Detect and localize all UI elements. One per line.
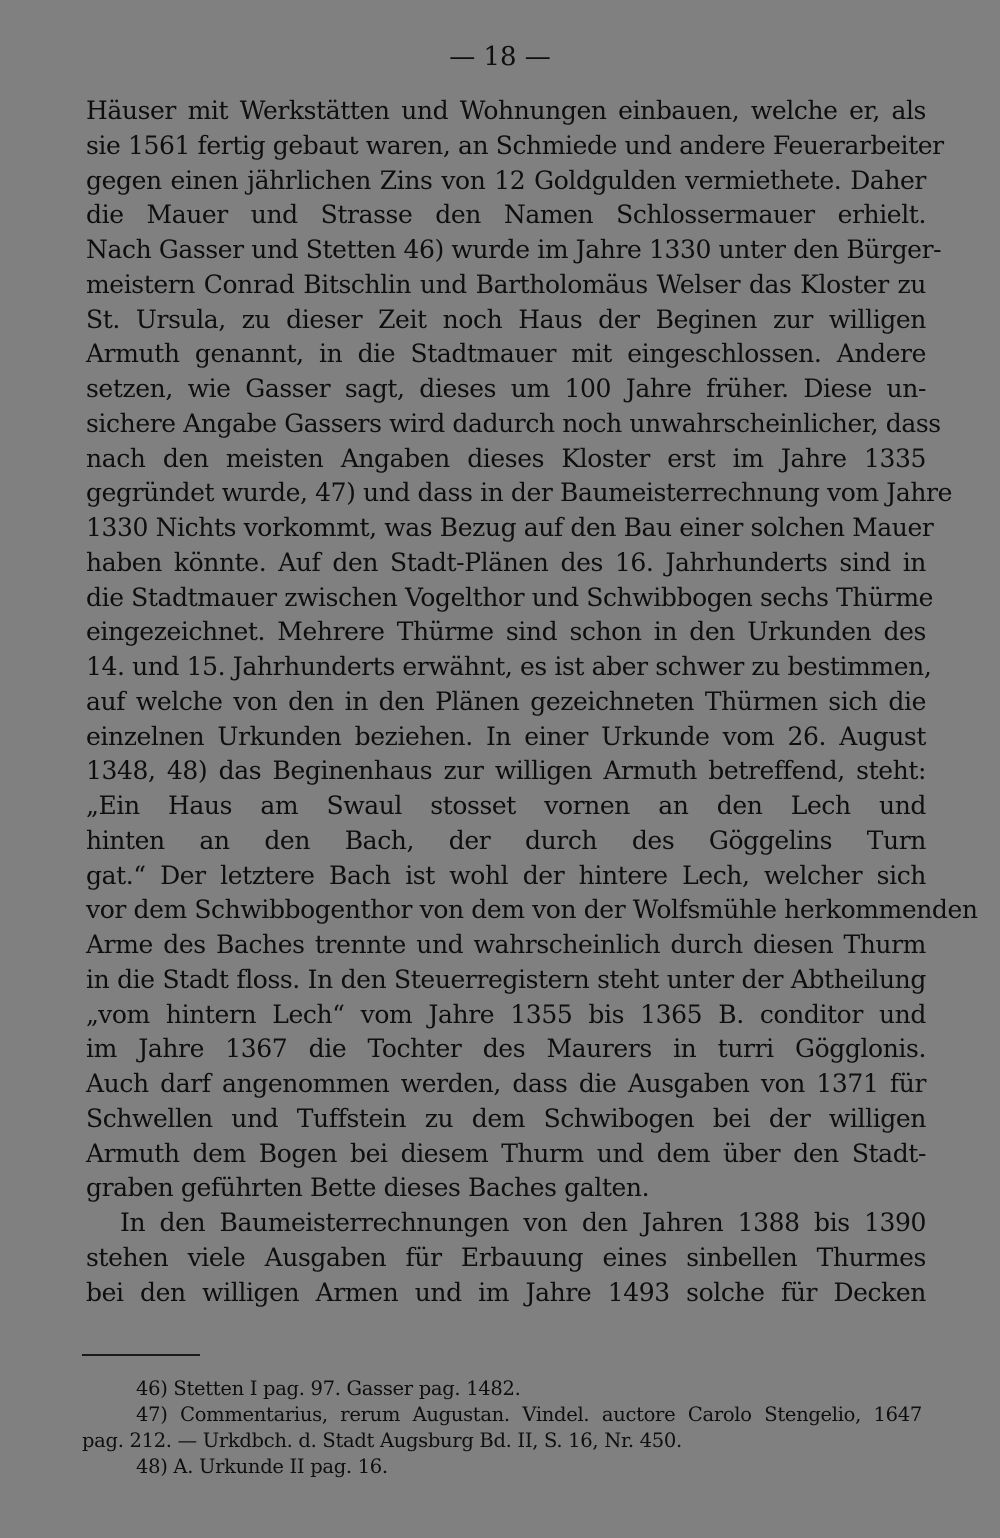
- text-line: eingezeichnet. Mehrere Thürme sind schon in den Urkunden des: [86, 617, 926, 647]
- text-line: vor dem Schwibbogenthor von dem von der Wolfsmühle herkommenden: [86, 895, 978, 925]
- text-line: haben könnte. Auf den Stadt-Plänen des 16. Jahrhunderts sind in: [86, 547, 926, 577]
- text-line: 1330 Nichts vorkommt, was Bezug auf den Bau einer solchen Mauer: [86, 513, 934, 542]
- text-line: die Stadtmauer zwischen Vogelthor und Schwibbogen sechs Thürme: [86, 582, 934, 612]
- text-line: nach den meisten Angaben dieses Kloster erst im Jahre 1335: [86, 443, 926, 473]
- text-line: meistern Conrad Bitschlin und Bartholomäus Welser das Kloster zu: [86, 269, 926, 299]
- text-line: setzen, wie Gasser sagt, dieses um 100 Jahre früher. Diese un-: [86, 374, 926, 403]
- footnote-46: 46) Stetten I pag. 97. Gasser pag. 1482.: [136, 1377, 521, 1400]
- text-line: die Mauer und Strasse den Namen Schlossermauer erhielt.: [86, 200, 926, 230]
- text-line: „vom hintern Lech“ vom Jahre 1355 bis 1365 B. conditor und: [86, 999, 926, 1029]
- text-line: auf welche von den in den Plänen gezeichneten Thürmen sich die: [86, 686, 926, 716]
- text-line: hinten an den Bach, der durch des Göggelins Turn: [86, 825, 926, 855]
- text-line: sie 1561 fertig gebaut waren, an Schmiede und andere Feuerarbeiter: [86, 130, 944, 160]
- footnote-48: 48) A. Urkunde II pag. 16.: [136, 1455, 388, 1478]
- text-line: St. Ursula, zu dieser Zeit noch Haus der Beginen zur willigen: [86, 304, 926, 334]
- text-line: „Ein Haus am Swaul stosset vornen an den Lech und: [86, 791, 926, 820]
- body-text: [86, 94, 978, 1310]
- footnote-47: 47) Commentarius, rerum Augustan. Vindel. auctore Carolo Stengelio, 1647: [136, 1403, 922, 1426]
- text-line: Häuser mit Werkstätten und Wohnungen einbauen, welche er, als: [86, 96, 926, 125]
- text-line: gat.“ Der letztere Bach ist wohl der hintere Lech, welcher sich: [86, 860, 926, 890]
- text-line: 14. und 15. Jahrhunderts erwähnt, es ist aber schwer zu bestimmen,: [86, 652, 932, 681]
- text-line: bei den willigen Armen und im Jahre 1493 solche für Decken: [86, 1277, 926, 1307]
- text-line: in die Stadt floss. In den Steuerregistern steht unter der Abtheilung: [86, 964, 926, 994]
- text-line: Armuth dem Bogen bei diesem Thurm und dem über den Stadt-: [86, 1138, 926, 1168]
- footnote-separator: [82, 1354, 200, 1356]
- paragraph-start-line: In den Baumeisterrechnungen von den Jahren 1388 bis 1390: [120, 1208, 926, 1237]
- text-line: einzelnen Urkunden beziehen. In einer Urkunde vom 26. August: [86, 721, 926, 751]
- text-line: gegründet wurde, 47) und dass in der Baumeisterrechnung vom Jahre: [86, 478, 953, 508]
- footnote-47-continuation: pag. 212. — Urkdbch. d. Stadt Augsburg Bd. II, S. 16, Nr. 450.: [82, 1429, 682, 1452]
- text-line: Nach Gasser und Stetten 46) wurde im Jahre 1330 unter den Bürger-: [86, 235, 942, 264]
- text-line: Armuth genannt, in die Stadtmauer mit eingeschlossen. Andere: [86, 339, 926, 369]
- text-line: Schwellen und Tuffstein zu dem Schwibogen bei der willigen: [86, 1103, 926, 1133]
- paragraph-end-line: graben geführten Bette dieses Baches galten.: [86, 1173, 650, 1203]
- footnotes: [82, 1376, 922, 1480]
- text-line: sichere Angabe Gassers wird dadurch noch unwahrscheinlicher, dass: [86, 408, 941, 438]
- text-line: Auch darf angenommen werden, dass die Ausgaben von 1371 für: [86, 1069, 926, 1098]
- text-line: gegen einen jährlichen Zins von 12 Goldgulden vermiethete. Daher: [86, 165, 926, 195]
- text-line: stehen viele Ausgaben für Erbauung eines sinbellen Thurmes: [86, 1242, 926, 1272]
- text-line: im Jahre 1367 die Tochter des Maurers in turri Gögglonis.: [86, 1034, 926, 1064]
- text-line: 1348, 48) das Beginenhaus zur willigen Armuth betreffend, steht:: [86, 756, 926, 786]
- text-line: Arme des Baches trennte und wahrscheinlich durch diesen Thurm: [86, 930, 926, 959]
- page-number-header: — 18 —: [449, 42, 551, 72]
